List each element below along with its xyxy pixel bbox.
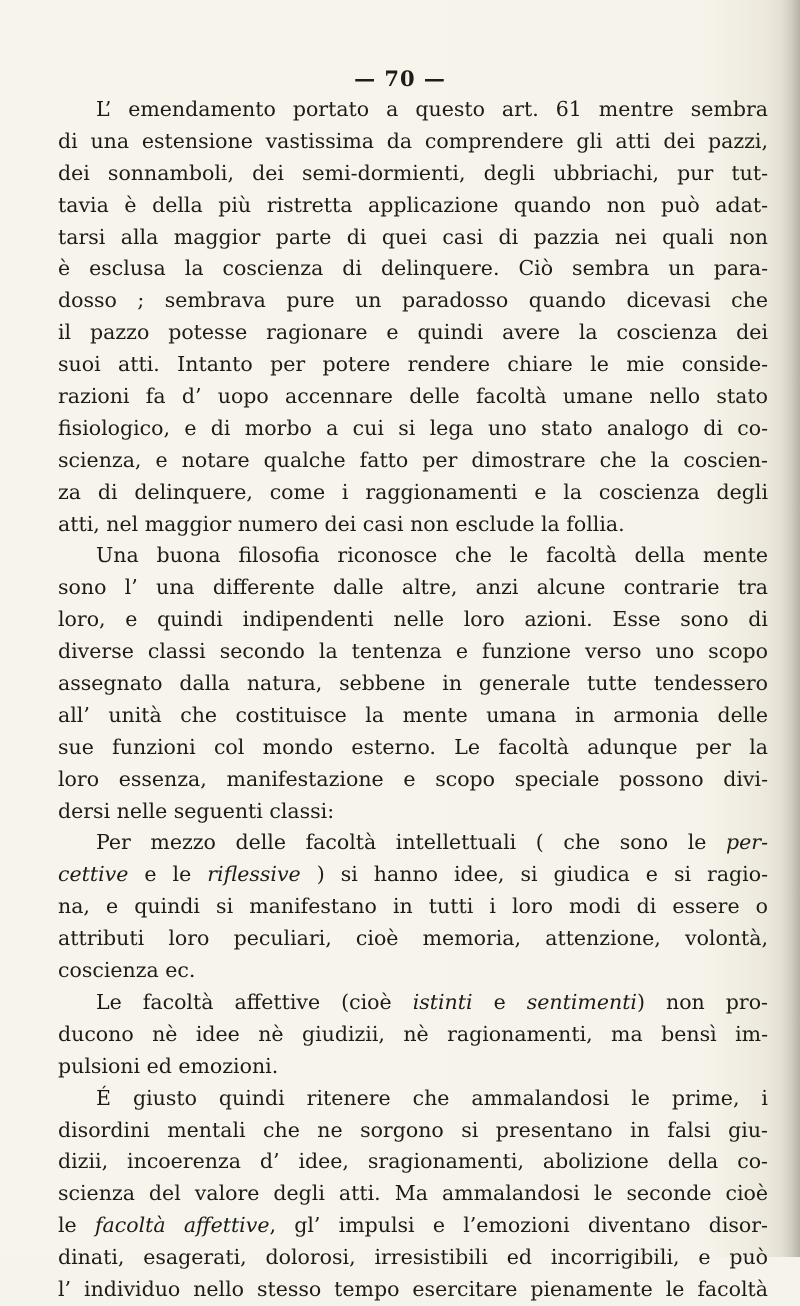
text-line [58, 317, 768, 349]
text-line [58, 764, 768, 796]
text-line [58, 732, 768, 764]
text-line [58, 413, 768, 445]
text-line [58, 540, 768, 572]
text-segment: di una estensione vastissima da comprendere gli atti dei pazzi, [58, 128, 768, 153]
text-segment: sono l’ una differente dalle altre, anzi alcune contrarie tra [58, 575, 768, 600]
text-line [58, 126, 768, 158]
text-segment: dosso ; sembrava pure un paradosso quando dicevasi che [58, 288, 768, 313]
text-segment: ducono nè idee nè giudizii, nè ragionamenti, ma bensì im- [58, 1021, 768, 1046]
text-line [58, 827, 768, 859]
text-segment: scienza, e notare qualche fatto per dimostrare che la coscien- [58, 447, 768, 472]
text-segment: tavia è della più ristretta applicazione quando non può adat- [58, 192, 768, 217]
text-segment: loro, e quindi indipendenti nelle loro azioni. Esse sono di [58, 607, 768, 632]
text-line [58, 604, 768, 636]
text-segment: dinati, esagerati, dolorosi, irresistibili ed incorrigibili, e può [58, 1245, 768, 1270]
text-segment: e le [128, 862, 208, 887]
italic-text: sentimenti [526, 989, 637, 1014]
text-segment: na, e quindi si manifestano in tutti i loro modi di essere o [58, 894, 768, 919]
text-line [58, 1019, 768, 1051]
text-line [58, 190, 768, 222]
text-segment: pulsioni ed emozioni. [58, 1053, 279, 1078]
text-line [58, 987, 768, 1019]
text-line [58, 700, 768, 732]
text-segment: all’ unità che costituisce la mente umana in armonia delle [58, 702, 768, 727]
text-line [58, 891, 768, 923]
text-line [58, 222, 768, 254]
italic-text: per- [726, 830, 768, 855]
text-segment: razioni fa d’ uopo accennare delle facoltà umane nello stato [58, 384, 768, 409]
text-segment: , gl’ impulsi e l’emozioni diventano disor- [269, 1213, 768, 1238]
text-segment: L’ emendamento portato a questo art. 61 mentre sembra [96, 97, 768, 121]
text-line [58, 572, 768, 604]
text-line [58, 1083, 768, 1115]
text-line [58, 94, 768, 126]
text-segment: coscienza ec. [58, 958, 196, 983]
text-segment: le [58, 1213, 95, 1238]
italic-text: riflessive [207, 862, 301, 887]
text-segment: za di delinquere, come i raggionamenti e la coscienza degli [58, 479, 768, 504]
page-number: — 70 — [354, 66, 446, 91]
text-segment: sue funzioni col mondo esterno. Le facoltà adunque per la [58, 734, 768, 759]
text-segment: atti, nel maggior numero dei casi non esclude la follia. [58, 511, 625, 536]
text-line [58, 381, 768, 413]
text-line [58, 1051, 768, 1083]
text-line [58, 509, 768, 541]
text-segment: il pazzo potesse ragionare e quindi avere la coscienza dei [58, 320, 768, 345]
text-line [58, 923, 768, 955]
text-segment: tarsi alla maggior parte di quei casi di pazzia nei quali non [58, 224, 768, 249]
text-segment: ) si hanno idee, si giudica e si ragio- [300, 862, 768, 887]
text-line [58, 955, 768, 987]
text-segment: attributi loro peculiari, cioè memoria, attenzione, volontà, [58, 926, 768, 951]
text-segment: è esclusa la coscienza di delinquere. Ciò sembra un para- [58, 256, 768, 281]
text-segment: fisiologico, e di morbo a cui si lega uno stato analogo di co- [58, 415, 768, 440]
italic-text: istinti [412, 989, 473, 1014]
text-line [58, 1115, 768, 1147]
text-line [58, 285, 768, 317]
text-segment: Le facoltà affettive (cioè [96, 989, 413, 1014]
text-line [58, 796, 768, 828]
italic-text: facoltà affettive [94, 1213, 270, 1238]
text-line [58, 253, 768, 285]
text-segment: dersi nelle seguenti classi: [58, 798, 335, 823]
text-segment: l’ individuo nello stesso tempo esercitare pienamente le facoltà [58, 1276, 768, 1301]
body-text [58, 94, 768, 1306]
text-line [58, 1274, 768, 1306]
text-line [58, 445, 768, 477]
text-line [58, 1210, 768, 1242]
text-line [58, 477, 768, 509]
text-segment: Una buona filosofia riconosce che le facoltà della mente [96, 543, 768, 568]
text-line [58, 859, 768, 891]
text-segment: É giusto quindi ritenere che ammalandosi le prime, i [96, 1085, 768, 1110]
text-line [58, 349, 768, 381]
text-segment: suoi atti. Intanto per potere rendere chiare le mie conside- [58, 352, 768, 377]
italic-text: cettive [58, 862, 129, 887]
text-line [58, 636, 768, 668]
text-segment: assegnato dalla natura, sebbene in generale tutte tendessero [58, 671, 768, 696]
text-segment: diverse classi secondo la tentenza e funzione verso uno scopo [58, 639, 768, 664]
text-segment: scienza del valore degli atti. Ma ammalandosi le seconde cioè [58, 1181, 768, 1206]
text-line [58, 1146, 768, 1178]
text-segment: dei sonnamboli, dei semi-dormienti, degli ubbriachi, pur tut- [58, 160, 768, 185]
page-edge-shadow [782, 0, 800, 1257]
text-line [58, 668, 768, 700]
text-segment: disordini mentali che ne sorgono si presentano in falsi giu- [58, 1117, 768, 1142]
text-segment: dizii, incoerenza d’ idee, sragionamenti, abolizione della co- [58, 1149, 768, 1174]
text-segment: ) non pro- [636, 989, 768, 1014]
text-segment: loro essenza, manifestazione e scopo speciale possono divi- [58, 766, 768, 791]
text-line [58, 1178, 768, 1210]
text-segment: Per mezzo delle facoltà intellettuali ( che sono le [96, 830, 727, 855]
text-line [58, 1242, 768, 1274]
text-segment: e [472, 989, 527, 1014]
text-line [58, 158, 768, 190]
